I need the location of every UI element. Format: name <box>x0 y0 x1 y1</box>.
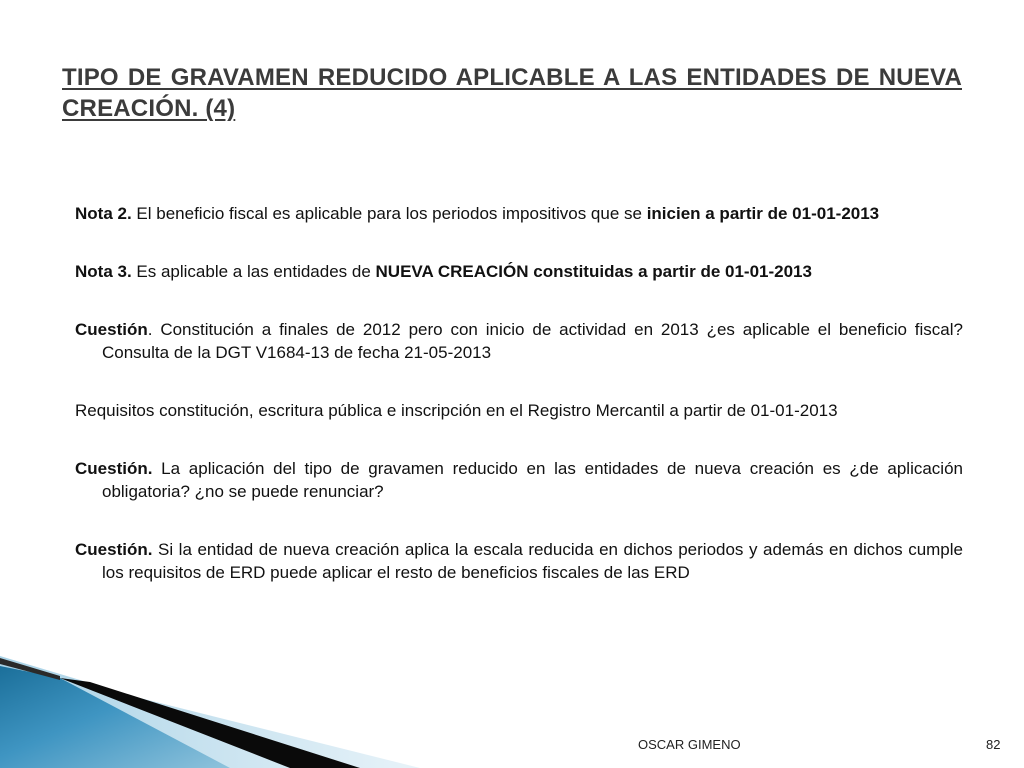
paragraph-text: Requisitos constitución, escritura pública e inscripción en el Registro Mercantil a partir de 01-01-2013 <box>75 401 838 420</box>
paragraph-nota-3 <box>75 260 963 283</box>
paragraph-requisitos <box>75 399 963 422</box>
corner-decoration <box>0 638 1024 768</box>
corner-blue-band <box>0 666 230 768</box>
paragraph-cuestion-2 <box>75 457 963 503</box>
corner-light-band <box>0 656 420 768</box>
paragraph-lead: Cuestión <box>75 320 148 339</box>
footer-author: OSCAR GIMENO <box>638 737 741 752</box>
corner-black-stripe <box>60 678 360 768</box>
corner-dark-stripe <box>0 658 60 680</box>
slide-body <box>75 202 963 584</box>
paragraph-text: El beneficio fiscal es aplicable para los periodos impositivos que se <box>131 204 647 223</box>
paragraph-text: Es aplicable a las entidades de <box>131 262 376 281</box>
paragraph-lead: Nota 3. <box>75 262 132 281</box>
paragraph-nota-2 <box>75 202 963 225</box>
paragraph-text: La aplicación del tipo de gravamen reducido en las entidades de nueva creación es ¿de aplicación obligatoria? ¿no se puede renunciar? <box>102 459 963 501</box>
paragraph-emphasis: inicien a partir de 01-01-2013 <box>646 204 880 223</box>
paragraph-lead: Cuestión. <box>75 459 153 478</box>
paragraph-text: Si la entidad de nueva creación aplica la escala reducida en dichos periodos y además en dichos cumple los requisitos de ERD puede aplicar el resto de beneficios fiscales de las ERD <box>102 540 963 582</box>
paragraph-text: . Constitución a finales de 2012 pero con inicio de actividad en 2013 ¿es aplicable el beneficio fiscal? Consulta de la DGT V1684-13 de fecha 21-05-2013 <box>102 320 963 362</box>
paragraph-lead: Nota 2. <box>75 204 132 223</box>
page-number: 82 <box>986 737 1001 752</box>
paragraph-cuestion-1 <box>75 318 963 364</box>
slide-title: TIPO DE GRAVAMEN REDUCIDO APLICABLE A LAS ENTIDADES DE NUEVA CREACIÓN. (4) <box>62 64 962 122</box>
paragraph-cuestion-3 <box>75 538 963 584</box>
paragraph-emphasis: NUEVA CREACIÓN constituidas a partir de 01-01-2013 <box>375 262 812 281</box>
paragraph-lead: Cuestión. <box>75 540 153 559</box>
